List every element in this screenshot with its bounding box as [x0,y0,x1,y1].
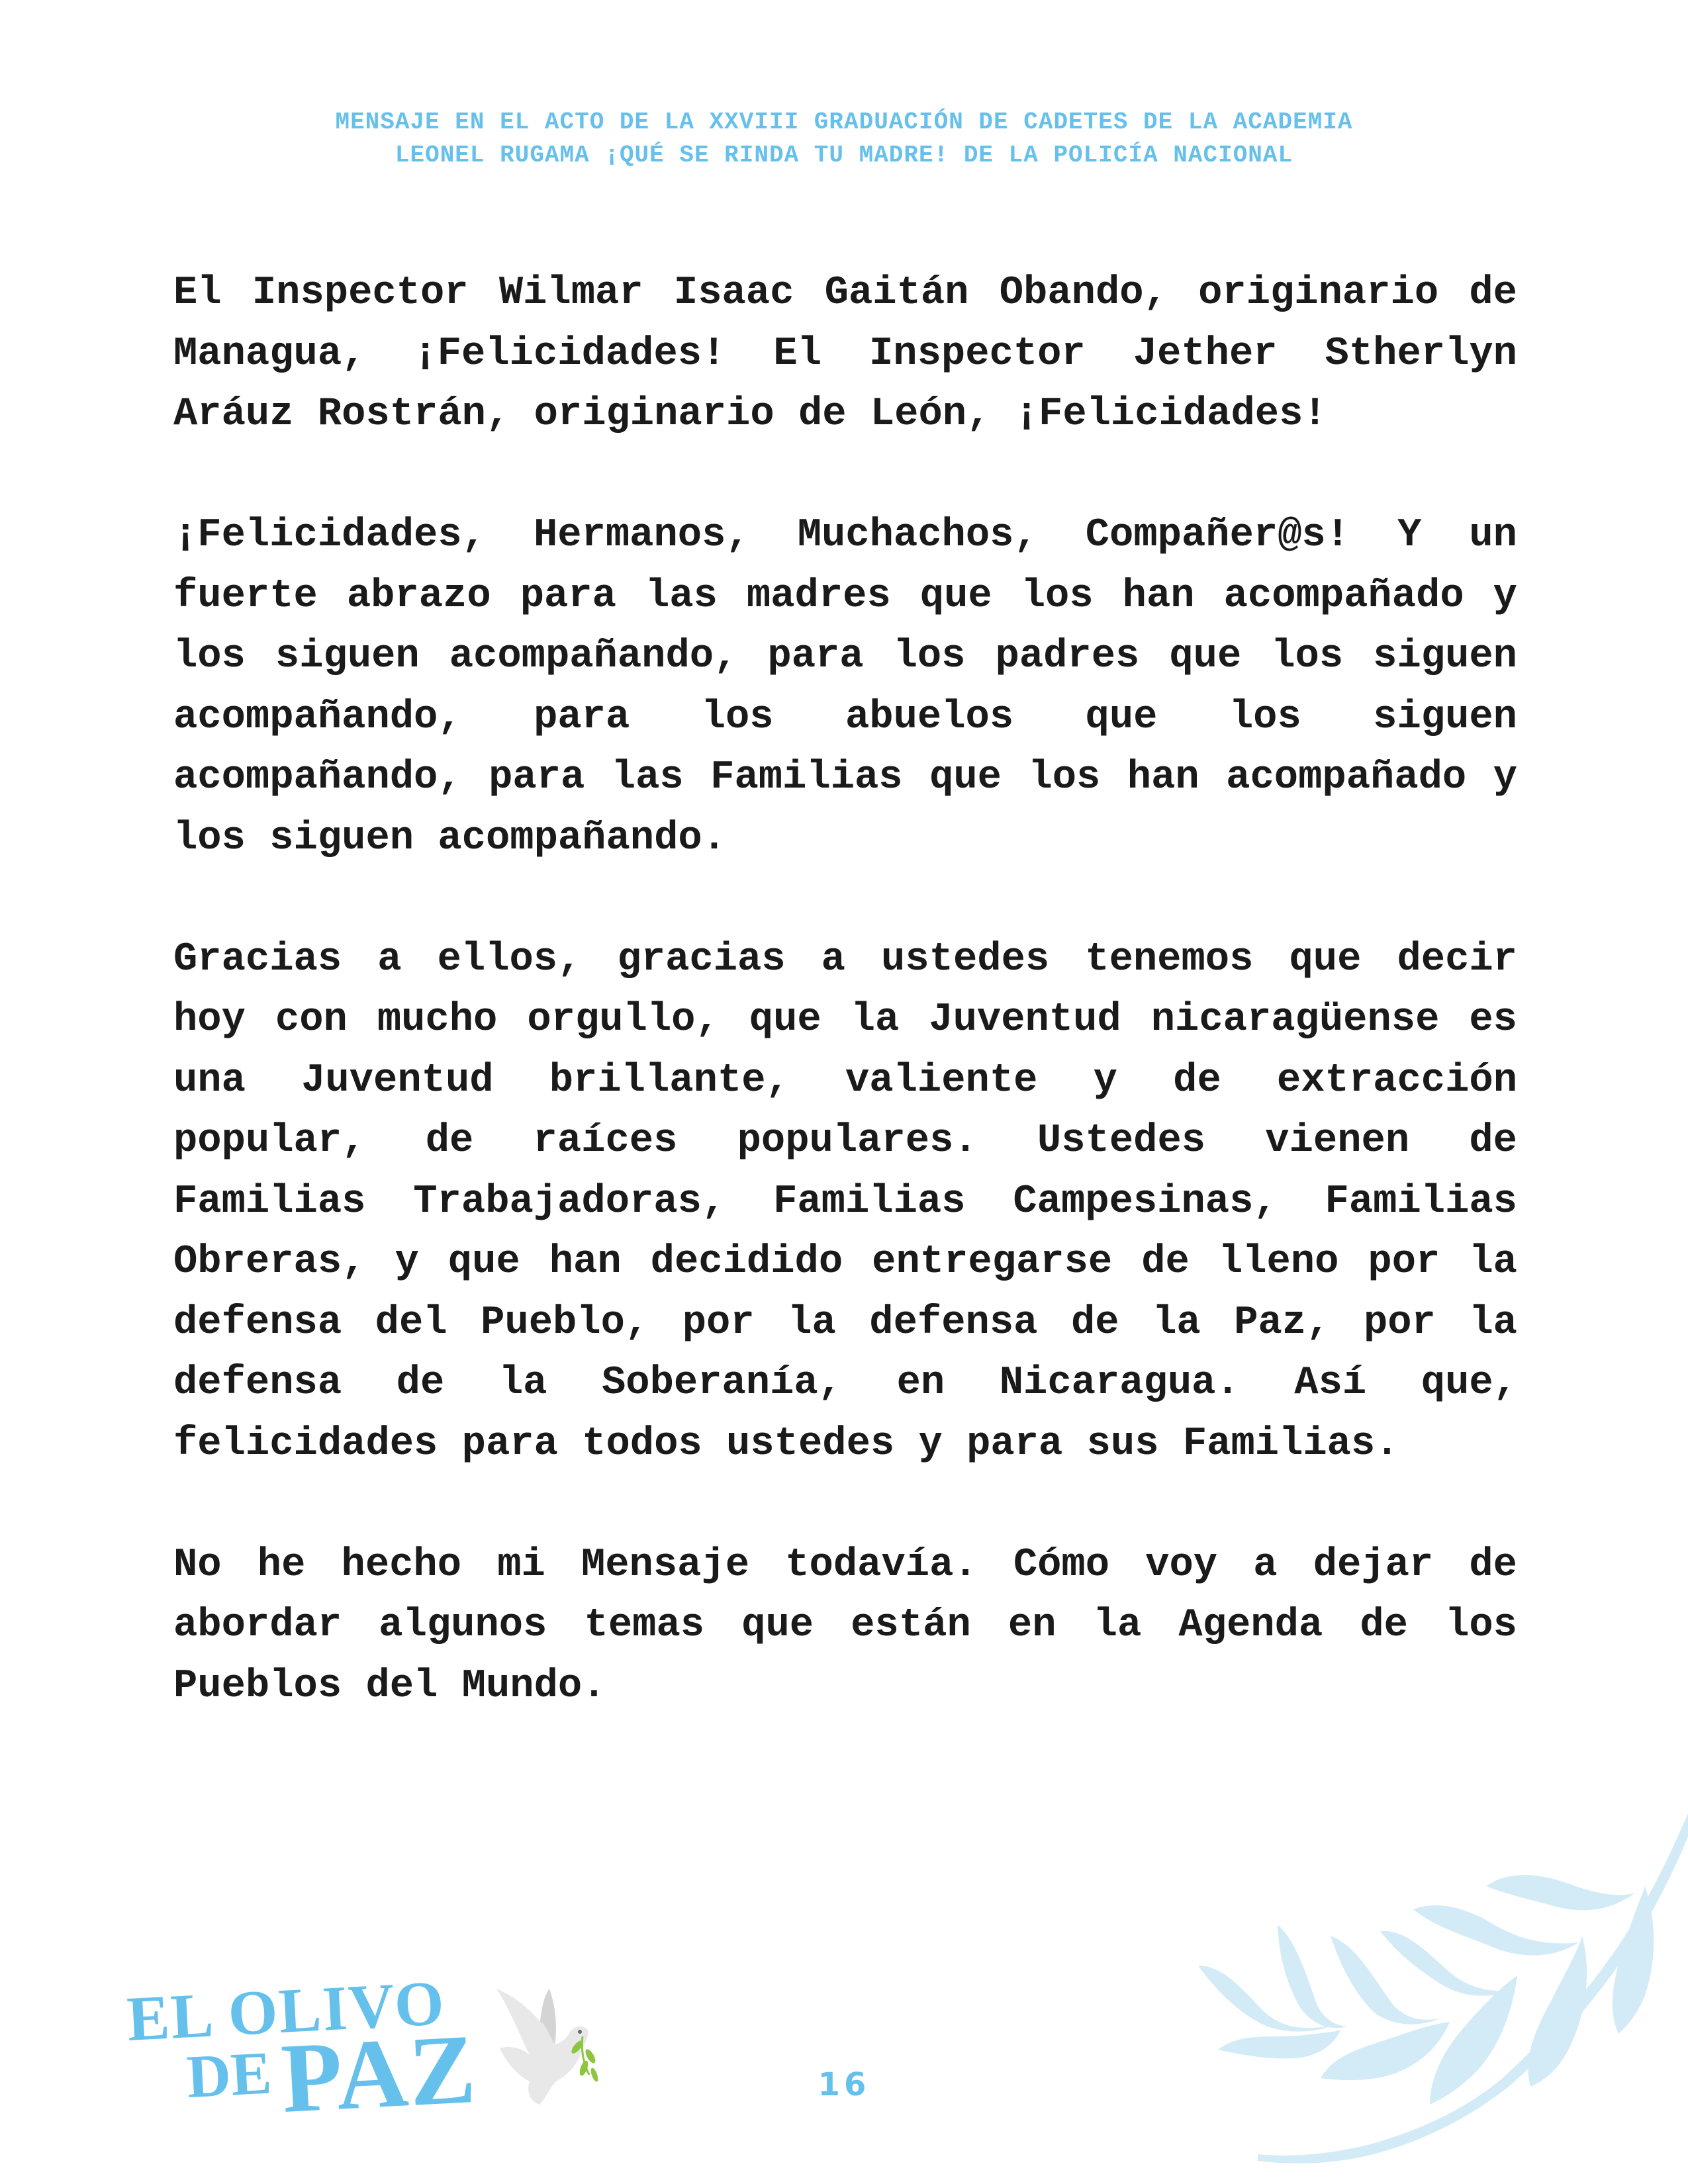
page-number: 16 [818,2066,870,2103]
header-line-2: LEONEL RUGAMA ¡QUÉ SE RINDA TU MADRE! DE LA POLICÍA NACIONAL [395,142,1293,169]
logo-text-de: DE [185,2038,273,2111]
paragraph: ¡Felicidades, Hermanos, Muchachos, Compañer@s! Y un fuerte abrazo para las madres que los han acompañado y los siguen acompañando, para los padres que los siguen acompañando, para los abuelos que los siguen acompañando, para las Familias que los han acompañado y los siguen acompañando. [173,513,1517,861]
paragraph: El Inspector Wilmar Isaac Gaitán Obando, originario de Managua, ¡Felicidades! El Inspector Jether Stherlyn Aráuz Rostrán, originario de León, ¡Felicidades! [173,271,1517,437]
document-body [173,263,1517,1717]
paragraph: No he hecho mi Mensaje todavía. Cómo voy a dejar de abordar algunos temas que están en la Agenda de los Pueblos del Mundo. [173,1542,1517,1709]
dove-with-olive-branch-icon [483,1982,599,2108]
paragraph: Gracias a ellos, gracias a ustedes tenemos que decir hoy con mucho orgullo, que la Juventud nicaragüense es una Juventud brillante, valiente y de extracción popular, de raíces populares. Ustedes vienen de Familias Trabajadoras, Familias Campesinas, Familias Obreras, y que han decidido entregarse de lleno por la defensa del Pueblo, por la defensa de la Paz, por la defensa de la Soberanía, en Nicaragua. Así que, felicidades para todos ustedes y para sus Familias. [173,936,1517,1467]
document-header [0,106,1688,172]
logo-text-line-1: EL OLIVO [125,1966,447,2055]
olive-branch-icon [1178,1787,1688,2184]
header-line-1: MENSAJE EN EL ACTO DE LA XXVIII GRADUACIÓN DE CADETES DE LA ACADEMIA [335,109,1353,136]
el-olivo-de-paz-logo [122,1966,599,2134]
logo-text-paz: PAZ [279,2013,480,2134]
